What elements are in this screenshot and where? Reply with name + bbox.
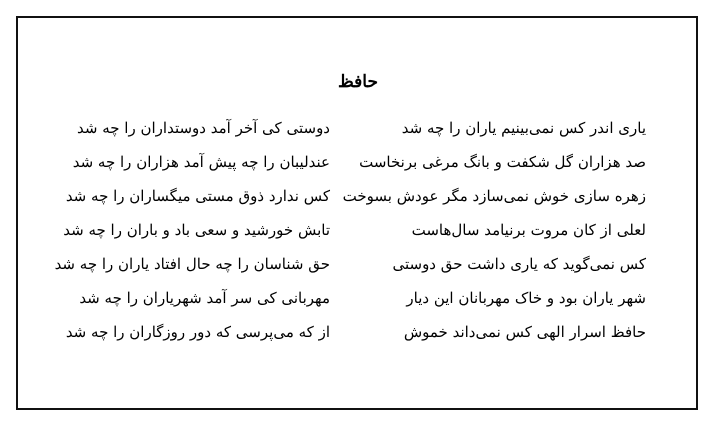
couplet-row — [0, 218, 716, 248]
first-hemistich: کس نمی‌گوید که یاری داشت حق دوستی — [392, 255, 646, 273]
couplet-row — [0, 320, 716, 350]
second-hemistich: کس ندارد ذوق مستی میگساران را چه شد — [65, 187, 330, 205]
first-hemistich: شهر یاران بود و خاک مهربانان این دیار — [406, 289, 646, 307]
couplet-row — [0, 252, 716, 282]
first-hemistich: زهره سازی خوش نمی‌سازد مگر عودش بسوخت — [342, 187, 646, 205]
poem-body — [0, 116, 716, 346]
couplet-row — [0, 150, 716, 180]
second-hemistich: از که می‌پرسی که دور روزگاران را چه شد — [65, 323, 330, 341]
first-hemistich: لعلی از کان مروت برنیامد سال‌هاست — [411, 221, 646, 239]
second-hemistich: تابش خورشید و سعی باد و باران را چه شد — [63, 221, 330, 239]
first-hemistich: حافظ اسرار الهی کس نمی‌داند خموش — [403, 323, 646, 341]
second-hemistich: عندلیبان را چه پیش آمد هزاران را چه شد — [72, 153, 330, 171]
first-hemistich: صد هزاران گل شکفت و بانگ مرغی برنخاست — [359, 153, 646, 171]
second-hemistich: دوستی کی آخر آمد دوستداران را چه شد — [77, 119, 330, 137]
first-hemistich: یاری اندر کس نمی‌بینیم یاران را چه شد — [401, 119, 646, 137]
poem-title: حافظ — [338, 72, 378, 92]
couplet-row — [0, 184, 716, 214]
couplet-row — [0, 286, 716, 316]
second-hemistich: مهربانی کی سر آمد شهریاران را چه شد — [79, 289, 330, 307]
couplet-row — [0, 116, 716, 146]
second-hemistich: حق شناسان را چه حال افتاد یاران را چه شد — [54, 255, 330, 273]
